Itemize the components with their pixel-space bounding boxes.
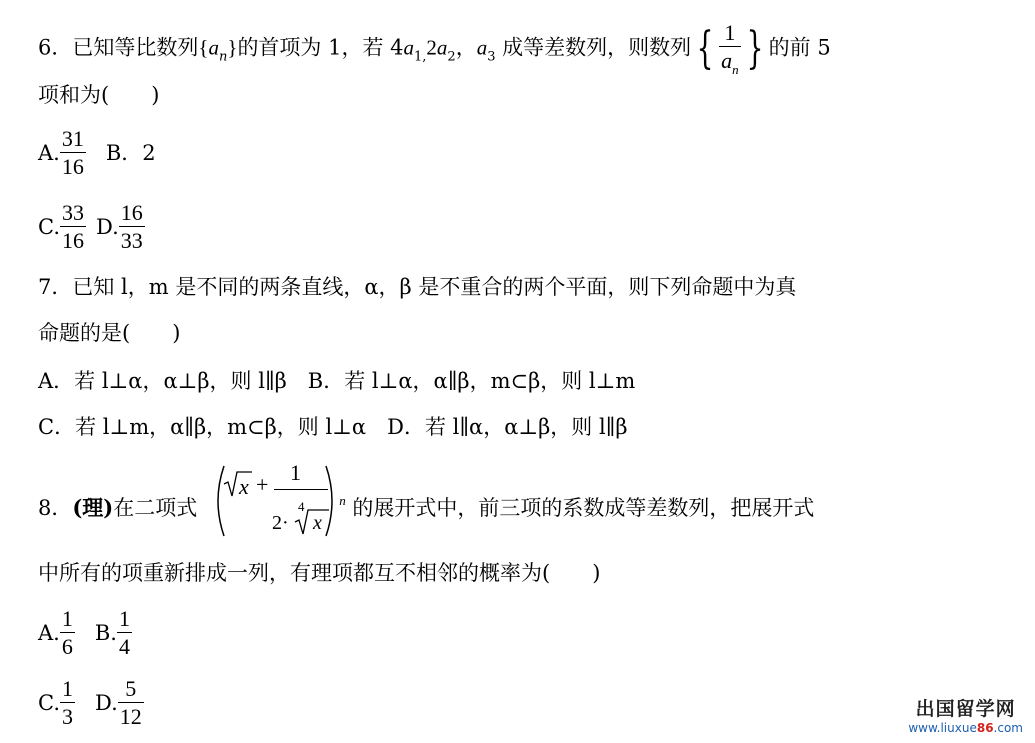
recip-den-n: n bbox=[732, 62, 739, 77]
q8-option-c-num: 1 bbox=[62, 676, 73, 701]
q6-options-cd bbox=[38, 202, 145, 252]
q7-line-2: 命题的是( ) bbox=[38, 321, 181, 345]
set-open-brace: { bbox=[198, 35, 209, 60]
q8-line-2: 中所有的项重新排成一列，有理项都互不相邻的概率为( ) bbox=[38, 561, 601, 585]
q6-text-3: 成等差数列，则数列 bbox=[495, 35, 692, 60]
watermark-url-num: 86 bbox=[976, 721, 994, 735]
q6-comma: ， bbox=[455, 35, 477, 60]
q7-options-ab: A．若 l⊥α，α⊥β，则 l∥β B．若 l⊥α，α∥β，m⊂β，则 l⊥m bbox=[38, 369, 636, 393]
q6-option-a-fraction bbox=[60, 128, 86, 178]
q8-exponent: n bbox=[339, 493, 346, 508]
recip-fraction bbox=[719, 22, 741, 76]
term-a2-sub: 2 bbox=[447, 49, 456, 65]
q6-option-d-label: D. bbox=[96, 215, 119, 239]
binomial-frac-num: 1 bbox=[290, 460, 301, 485]
q8-number: 8． bbox=[38, 496, 73, 520]
q6-line-2: 项和为( ) bbox=[38, 83, 160, 107]
seq-n: n bbox=[218, 49, 228, 65]
term-a1-sub: 1, bbox=[414, 49, 427, 65]
recip-den bbox=[719, 47, 741, 76]
term-a3: a bbox=[476, 35, 488, 60]
binomial-root-x: x bbox=[313, 512, 322, 534]
q6-option-a-num: 31 bbox=[61, 126, 84, 151]
term-a2: a bbox=[436, 35, 448, 60]
q8-option-c-fraction bbox=[60, 678, 75, 728]
q8-option-d-den: 12 bbox=[119, 704, 142, 729]
q8-options-cd bbox=[38, 678, 144, 728]
q8-option-d-num: 5 bbox=[118, 678, 144, 703]
q7-line-1: 7．已知 l，m 是不同的两条直线，α，β 是不重合的两个平面，则下列命题中为真 bbox=[38, 275, 797, 299]
watermark-logo bbox=[908, 694, 1023, 735]
q6-option-c-den: 16 bbox=[62, 228, 84, 253]
q6-text-2: 的首项为 1，若 4 bbox=[237, 35, 404, 60]
q8-option-d-fraction bbox=[118, 678, 144, 728]
recip-right-brace: } bbox=[746, 23, 764, 74]
q6-option-b: B．2 bbox=[105, 141, 156, 165]
q8-options-ab bbox=[38, 608, 132, 658]
q8-option-b-fraction bbox=[117, 608, 132, 658]
q8-option-a-label: A. bbox=[38, 621, 60, 645]
binomial-x: x bbox=[239, 474, 249, 499]
q8-option-c-den: 3 bbox=[62, 704, 73, 729]
q6-option-c-label: C. bbox=[38, 215, 60, 239]
q6-text-4: 的前 5 bbox=[768, 35, 831, 60]
q8-option-b-label: B. bbox=[94, 621, 117, 645]
q8-option-d-label: D. bbox=[95, 691, 118, 715]
q6-options-ab bbox=[38, 128, 156, 178]
watermark-url-prefix: www.liuxue bbox=[908, 721, 977, 735]
term-a3-sub: 3 bbox=[487, 49, 496, 65]
q6-option-d-fraction bbox=[119, 202, 145, 252]
recip-num: 1 bbox=[719, 22, 741, 47]
q6-line-1 bbox=[38, 22, 831, 76]
term-2: 2 bbox=[426, 35, 437, 60]
q8-option-b-num: 1 bbox=[118, 606, 130, 631]
q8-option-b-den: 4 bbox=[118, 634, 130, 659]
binomial-root-index: 4 bbox=[298, 499, 305, 514]
set-close-brace: } bbox=[227, 35, 238, 60]
q6-option-a-den: 16 bbox=[61, 154, 84, 179]
recip-left-brace: { bbox=[696, 23, 714, 74]
q6-text-1: 已知等比数列 bbox=[72, 35, 199, 60]
q8-option-a-fraction bbox=[60, 608, 75, 658]
watermark-name: 出国留学网 bbox=[915, 698, 1016, 720]
binomial-plus: + bbox=[256, 472, 269, 497]
q8-tag: (理) bbox=[72, 495, 114, 520]
q8-text-1: 在二项式 bbox=[113, 496, 198, 520]
q6-option-a-label: A. bbox=[38, 141, 60, 165]
fourth-root-sign bbox=[294, 506, 330, 538]
q6-option-c-num: 33 bbox=[62, 200, 84, 225]
binomial-frac-bar bbox=[274, 489, 328, 490]
watermark-url bbox=[908, 721, 1023, 735]
q6-option-d-den: 33 bbox=[120, 228, 143, 253]
q6-option-c-fraction bbox=[60, 202, 86, 252]
q8-option-a-num: 1 bbox=[61, 606, 73, 631]
q8-option-a-den: 6 bbox=[61, 634, 73, 659]
q8-text-2: 的展开式中，前三项的系数成等差数列，把展开式 bbox=[345, 496, 815, 520]
q8-option-c-label: C. bbox=[38, 691, 60, 715]
watermark-url-suffix: .com bbox=[993, 721, 1023, 735]
q6-option-d-num: 16 bbox=[120, 200, 143, 225]
binomial-frac-coef: 2· bbox=[272, 512, 289, 534]
q6-number: 6． bbox=[38, 35, 73, 60]
term-a1: a bbox=[403, 35, 415, 60]
q7-options-cd: C．若 l⊥m，α∥β，m⊂β，则 l⊥α D．若 l∥α，α⊥β，则 l∥β bbox=[38, 415, 628, 439]
seq-a: a bbox=[208, 35, 219, 60]
q8-line-1 bbox=[38, 486, 814, 523]
recip-den-a: a bbox=[721, 48, 733, 73]
